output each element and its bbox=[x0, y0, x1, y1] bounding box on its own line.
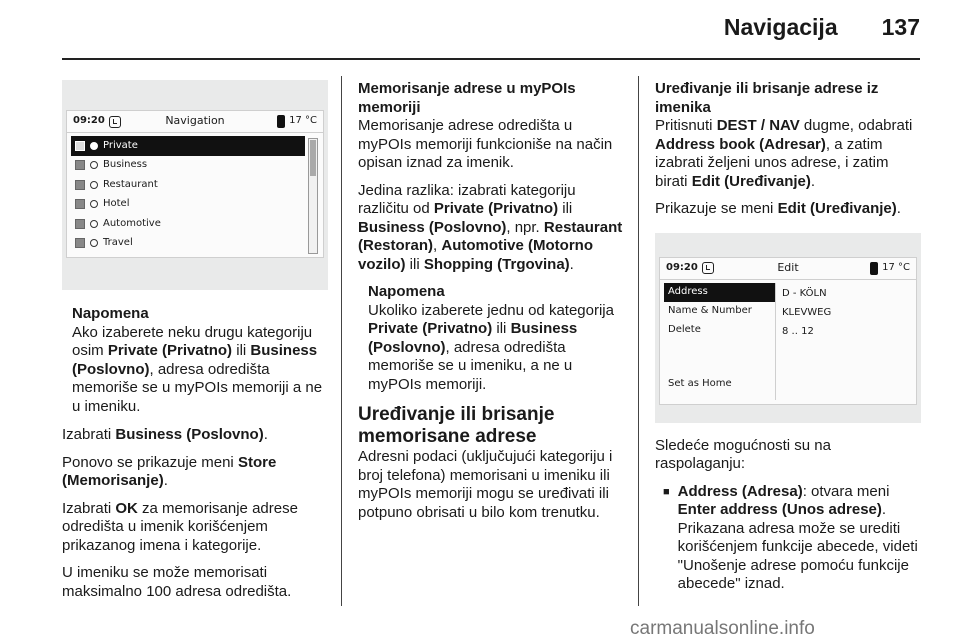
subsection-heading: Uređivanje ili brisanje adrese iz imenika bbox=[655, 80, 879, 116]
navigation-screen bbox=[66, 110, 324, 258]
category-icon bbox=[75, 219, 85, 229]
edit-menu-address[interactable]: Address bbox=[664, 283, 775, 302]
paragraph: Ponovo se prikazuje meni Store (Memorisanje). bbox=[62, 453, 277, 489]
list-item-label: Automotive bbox=[103, 217, 161, 229]
column-3 bbox=[655, 80, 923, 594]
radio-icon bbox=[90, 161, 98, 169]
paragraph: Memorisanje adrese odredišta u myPOIs memoriji funkcioniše na način opisan iznad za imenik. bbox=[358, 117, 613, 171]
edit-menu bbox=[664, 283, 776, 400]
edit-menu-name-number[interactable]: Name & Number bbox=[668, 304, 752, 316]
list-item[interactable] bbox=[71, 136, 305, 156]
list-item[interactable] bbox=[71, 175, 305, 195]
list-item[interactable] bbox=[71, 195, 305, 215]
category-icon bbox=[75, 180, 85, 190]
page-header bbox=[724, 14, 920, 50]
paragraph: Jedina razlika: izabrati kategoriju različitu od Private (Privatno) ili Business (Poslovno), npr. Restaurant (Restoran), Automotive (Motorno vozilo) ili Shopping (Trgovina). bbox=[358, 181, 623, 273]
category-list bbox=[71, 136, 305, 253]
page-number: 137 bbox=[881, 14, 920, 40]
edit-menu-delete[interactable]: Delete bbox=[668, 323, 701, 335]
list-item-label: Travel bbox=[103, 237, 133, 248]
screen-title: Navigation bbox=[165, 114, 225, 128]
bullet-text: Address (Adresa): otvara meni Enter address (Unos adrese). Prikazana adresa može se urediti korišćenjem funkcije abecede, videti "Unošenje adrese pomoću funkcije abecede" iznad. bbox=[677, 482, 918, 592]
note-heading: Napomena bbox=[368, 283, 445, 300]
column-divider-1 bbox=[341, 76, 342, 606]
paragraph: Izabrati Business (Poslovno). bbox=[62, 426, 268, 443]
paragraph: Adresni podaci (uključujući kategoriju i broj telefona) memorisani u imeniku ili myPOIs memoriji mogu se uređivati ili potpuno obrisati u bilo kom trenutku. bbox=[358, 448, 613, 521]
navigation-screen-figure bbox=[62, 80, 328, 290]
address-city: D - KÖLN bbox=[782, 287, 827, 299]
list-item[interactable] bbox=[71, 234, 305, 254]
list-item[interactable] bbox=[71, 214, 305, 234]
watermark: carmanualsonline.info bbox=[630, 618, 815, 639]
note-heading: Napomena bbox=[72, 305, 149, 322]
radio-icon bbox=[90, 142, 98, 150]
screen-status-bar bbox=[67, 111, 323, 133]
paragraph: Pritisnuti DEST / NAV dugme, odabrati Address book (Adresar), a zatim izabrati željeni unos adrese, i zatim birati Edit (Uređivanje). bbox=[655, 117, 913, 190]
note bbox=[62, 305, 328, 416]
paragraph: Sledeće mogućnosti su na raspolaganju: bbox=[655, 436, 831, 472]
address-number: 8 .. 12 bbox=[782, 325, 814, 337]
temperature-value: 17 °C bbox=[289, 115, 317, 127]
radio-icon bbox=[90, 181, 98, 189]
column-divider-2 bbox=[638, 76, 639, 606]
subsection-heading: Memorisanje adrese u myPOIs memoriji bbox=[358, 80, 576, 116]
clock-time: 09:20 bbox=[73, 115, 105, 127]
column-1 bbox=[62, 80, 328, 610]
section-heading: Uređivanje ili brisanje memorisane adrese bbox=[358, 404, 555, 447]
bullet-icon: ■ bbox=[663, 485, 670, 498]
screen-title: Edit bbox=[777, 260, 799, 274]
list-item-label: Hotel bbox=[103, 198, 130, 209]
radio-icon bbox=[90, 200, 98, 208]
set-as-home-button[interactable]: Set as Home bbox=[668, 378, 732, 389]
screen-status-bar bbox=[660, 258, 916, 280]
bullet-item bbox=[655, 483, 923, 594]
paragraph: Prikazuje se meni Edit (Uređivanje). bbox=[655, 200, 901, 217]
scrollbar[interactable] bbox=[308, 138, 318, 254]
note-text: Ako izaberete neku drugu kategoriju osim Private (Privatno) ili Business (Poslovno), adresa odredišta memoriše se u myPOIs memoriji a ne u imeniku. bbox=[72, 323, 323, 415]
note bbox=[358, 283, 626, 394]
section-title: Navigacija bbox=[723, 14, 838, 40]
column-2 bbox=[358, 80, 626, 531]
list-item-label: Restaurant bbox=[103, 178, 158, 190]
category-icon bbox=[75, 160, 85, 170]
paragraph: Izabrati OK za memorisanje adrese odredišta u imenik korišćenjem prikazanog imena i kategorije. bbox=[62, 499, 298, 554]
temperature-value: 17 °C bbox=[882, 261, 910, 273]
scroll-thumb[interactable] bbox=[310, 140, 316, 176]
radio-icon bbox=[90, 220, 98, 228]
list-item-label: Business bbox=[103, 159, 148, 170]
clock-time: 09:20 bbox=[666, 261, 698, 273]
category-icon bbox=[75, 238, 85, 248]
address-values bbox=[782, 285, 831, 342]
list-item[interactable] bbox=[71, 156, 305, 176]
category-icon bbox=[75, 141, 85, 151]
edit-screen-figure bbox=[655, 233, 921, 423]
category-icon bbox=[75, 199, 85, 209]
radio-icon bbox=[90, 239, 98, 247]
note-text: Ukoliko izaberete jednu od kategorija Private (Privatno) ili Business (Poslovno), adresa odredišta memoriše se u imeniku, a ne u myPOIs memoriji. bbox=[368, 301, 614, 393]
paragraph: U imeniku se može memorisati maksimalno 100 adresa odredišta. bbox=[62, 564, 292, 600]
header-rule bbox=[62, 58, 920, 60]
address-street: KLEVWEG bbox=[782, 306, 832, 318]
list-item-label: Private bbox=[103, 139, 138, 151]
edit-screen bbox=[659, 257, 917, 405]
